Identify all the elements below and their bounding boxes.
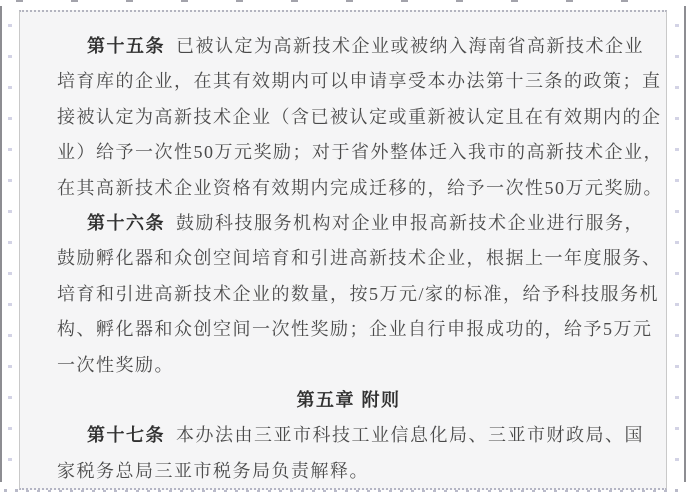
line-text: 本办法由三亚市科技工业信息化局、三亚市财政局、国 — [176, 425, 644, 446]
article-number: 第十六条 — [87, 213, 165, 234]
text-line — [57, 348, 640, 383]
text-line — [57, 100, 662, 135]
article-number: 第十七条 — [87, 425, 165, 446]
line-text: 一次性奖励。 — [57, 354, 174, 375]
text-line — [57, 454, 640, 489]
right-dot-column — [675, 24, 679, 476]
text-line — [57, 206, 644, 241]
document-page — [19, 10, 667, 490]
line-text: 构、孵化器和众创空间一次性奖励；企业自行申报成功的，给予5万元 — [57, 319, 653, 340]
article-number: 第十五条 — [87, 36, 165, 56]
text-line — [57, 312, 653, 347]
document-body — [20, 12, 666, 489]
line-text: 第五章 附则 — [296, 390, 401, 411]
left-edge-line — [0, 6, 2, 482]
text-line — [57, 241, 662, 276]
text-line — [57, 29, 644, 64]
text-line — [57, 418, 644, 453]
line-text: 业）给予一次性50万元奖励；对于省外整体迁入我市的高新技术企业， — [57, 142, 663, 163]
chapter-heading — [57, 383, 640, 418]
text-line — [57, 277, 659, 312]
line-text: 接被认定为高新技术企业（含已被认定或重新被认定且在有效期内的企 — [57, 106, 662, 127]
line-text: 家税务总局三亚市税务局负责解释。 — [57, 460, 369, 481]
line-text: 培育库的企业，在其有效期内可以申请享受本办法第十三条的政策；直 — [57, 71, 662, 92]
top-tick-marks — [16, 0, 670, 2]
line-text: 鼓励科技服务机构对企业申报高新技术企业进行服务， — [176, 213, 644, 234]
text-line — [57, 64, 662, 99]
line-text: 培育和引进高新技术企业的数量，按5万元/家的标准，给予科技服务机 — [57, 283, 659, 304]
line-text: 在其高新技术企业资格有效期内完成迁移的，给予一次性50万元奖励。 — [57, 177, 663, 198]
line-text: 鼓励孵化器和众创空间培育和引进高新技术企业，根据上一年度服务、 — [57, 248, 662, 269]
left-dot-column — [8, 24, 12, 476]
text-line — [57, 171, 663, 206]
text-line — [57, 135, 663, 170]
line-text: 已被认定为高新技术企业或被纳入海南省高新技术企业 — [176, 36, 644, 56]
